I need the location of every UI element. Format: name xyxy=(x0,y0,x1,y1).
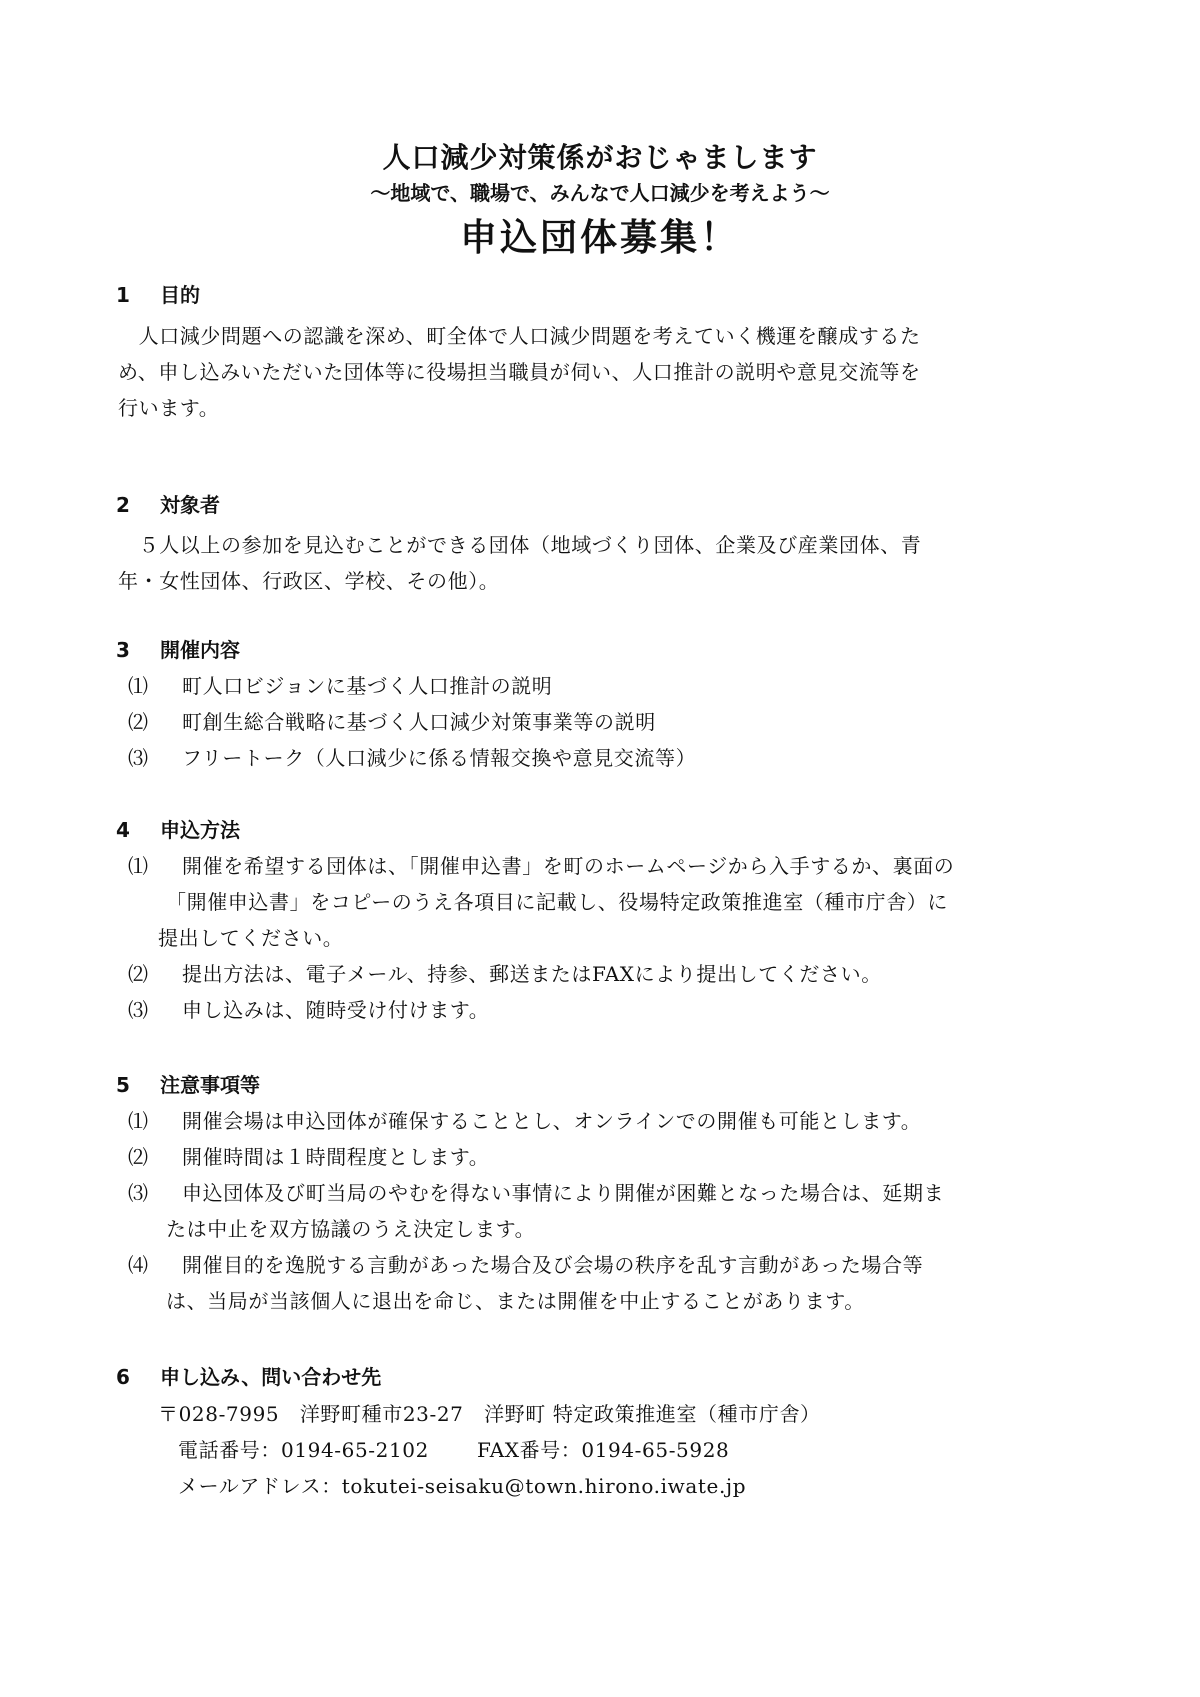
section-number: 6 xyxy=(116,1365,130,1389)
contact-phone: 電話番号：0194-65-2102 xyxy=(178,1438,429,1462)
section-2-body xyxy=(118,527,1118,599)
list-marker: ⑶ xyxy=(128,1181,149,1205)
section-number: 2 xyxy=(116,493,130,517)
list-marker: ⑶ xyxy=(128,746,149,770)
contact-fax: FAX番号：0194-65-5928 xyxy=(476,1438,730,1462)
section-title: 目的 xyxy=(160,283,200,307)
body-line: め、申し込みいただいた団体等に役場担当職員が伺い、人口推計の説明や意見交流等を xyxy=(118,360,921,384)
list-item-text: 開催会場は申込団体が確保することとし、オンラインでの開催も可能とします。 xyxy=(182,1109,922,1133)
section-number: 5 xyxy=(116,1073,130,1097)
section-1-heading xyxy=(116,278,200,312)
list-marker: ⑵ xyxy=(128,1145,149,1169)
section-title: 開催内容 xyxy=(160,638,240,662)
section-title: 注意事項等 xyxy=(160,1073,260,1097)
section-2-heading xyxy=(116,488,220,522)
list-item xyxy=(128,992,1108,1028)
list-item-continuation: 「開催申込書」をコピーのうえ各項目に記載し、役場特定政策推進室（種市庁舎）に xyxy=(166,890,948,914)
contact-address: 〒028-7995 洋野町種市23-27 洋野町 特定政策推進室（種市庁舎） xyxy=(158,1402,821,1426)
list-item xyxy=(128,704,1108,740)
list-item-continuation: たは中止を双方協議のうえ決定します。 xyxy=(166,1217,536,1241)
title-block xyxy=(0,138,1200,266)
body-line: 年・女性団体、行政区、学校、その他）。 xyxy=(118,569,500,593)
body-line: ５人以上の参加を見込むことができる団体（地域づくり団体、企業及び産業団体、青 xyxy=(118,533,922,557)
section-3-list xyxy=(128,668,1108,776)
section-4-list xyxy=(128,848,1108,1028)
list-item xyxy=(128,956,1108,992)
section-number: 3 xyxy=(116,638,130,662)
section-5-heading xyxy=(116,1068,260,1102)
list-item-continuation: は、当局が当該個人に退出を命じ、または開催を中止することがあります。 xyxy=(166,1289,865,1313)
section-title: 対象者 xyxy=(160,493,220,517)
list-marker: ⑵ xyxy=(128,710,149,734)
list-item-text: 開催を希望する団体は、「開催申込書」を町のホームページから入手するか、裏面の xyxy=(182,854,955,878)
section-6-heading xyxy=(116,1360,381,1394)
list-item xyxy=(128,1103,1108,1139)
body-line: 行います。 xyxy=(118,396,220,420)
list-item-text: 申し込みは、随時受け付けます。 xyxy=(182,998,490,1022)
list-marker: ⑷ xyxy=(128,1253,149,1277)
list-item xyxy=(128,1247,1108,1283)
list-item xyxy=(128,1175,1108,1211)
section-4-heading xyxy=(116,813,240,847)
list-item xyxy=(128,668,1108,704)
contact-phone-fax-row xyxy=(158,1432,821,1468)
title-main: 人口減少対策係がおじゃまします xyxy=(382,141,818,174)
list-item-text: フリートーク（人口減少に係る情報交換や意見交流等） xyxy=(182,746,697,770)
list-item-text: 町創生総合戦略に基づく人口減少対策事業等の説明 xyxy=(182,710,656,734)
section-number: 4 xyxy=(116,818,130,842)
contact-email: メールアドレス：tokutei-seisaku@town.hirono.iwate.jp xyxy=(178,1474,747,1498)
section-number: 1 xyxy=(116,283,130,307)
contact-block xyxy=(158,1396,821,1504)
list-item xyxy=(128,1139,1108,1175)
section-title: 申込方法 xyxy=(160,818,240,842)
title-subtitle: ～地域で、職場で、みんなで人口減少を考えよう～ xyxy=(370,181,830,205)
list-item-text: 開催目的を逸脱する言動があった場合及び会場の秩序を乱す言動があった場合等 xyxy=(182,1253,924,1277)
list-item-text: 町人口ビジョンに基づく人口推計の説明 xyxy=(182,674,553,698)
section-title: 申し込み、問い合わせ先 xyxy=(160,1365,382,1389)
section-5-list xyxy=(128,1103,1108,1319)
body-line: 人口減少問題への認識を深め、町全体で人口減少問題を考えていく機運を醸成するた xyxy=(118,324,921,348)
list-item-continuation: 提出してください。 xyxy=(158,926,344,950)
list-marker: ⑶ xyxy=(128,998,149,1022)
list-item xyxy=(128,740,1108,776)
list-marker: ⑴ xyxy=(128,854,149,878)
list-item-text: 提出方法は、電子メール、持参、郵送またはFAXにより提出してください。 xyxy=(182,962,882,986)
section-3-heading xyxy=(116,633,240,667)
list-item xyxy=(128,848,1108,884)
list-item-text: 開催時間は１時間程度とします。 xyxy=(182,1145,490,1169)
section-1-body xyxy=(118,318,1118,426)
title-recruitment: 申込団体募集！ xyxy=(460,216,740,259)
list-marker: ⑴ xyxy=(128,674,149,698)
list-marker: ⑴ xyxy=(128,1109,149,1133)
list-item-text: 申込団体及び町当局のやむを得ない事情により開催が困難となった場合は、延期ま xyxy=(182,1181,945,1205)
list-marker: ⑵ xyxy=(128,962,149,986)
